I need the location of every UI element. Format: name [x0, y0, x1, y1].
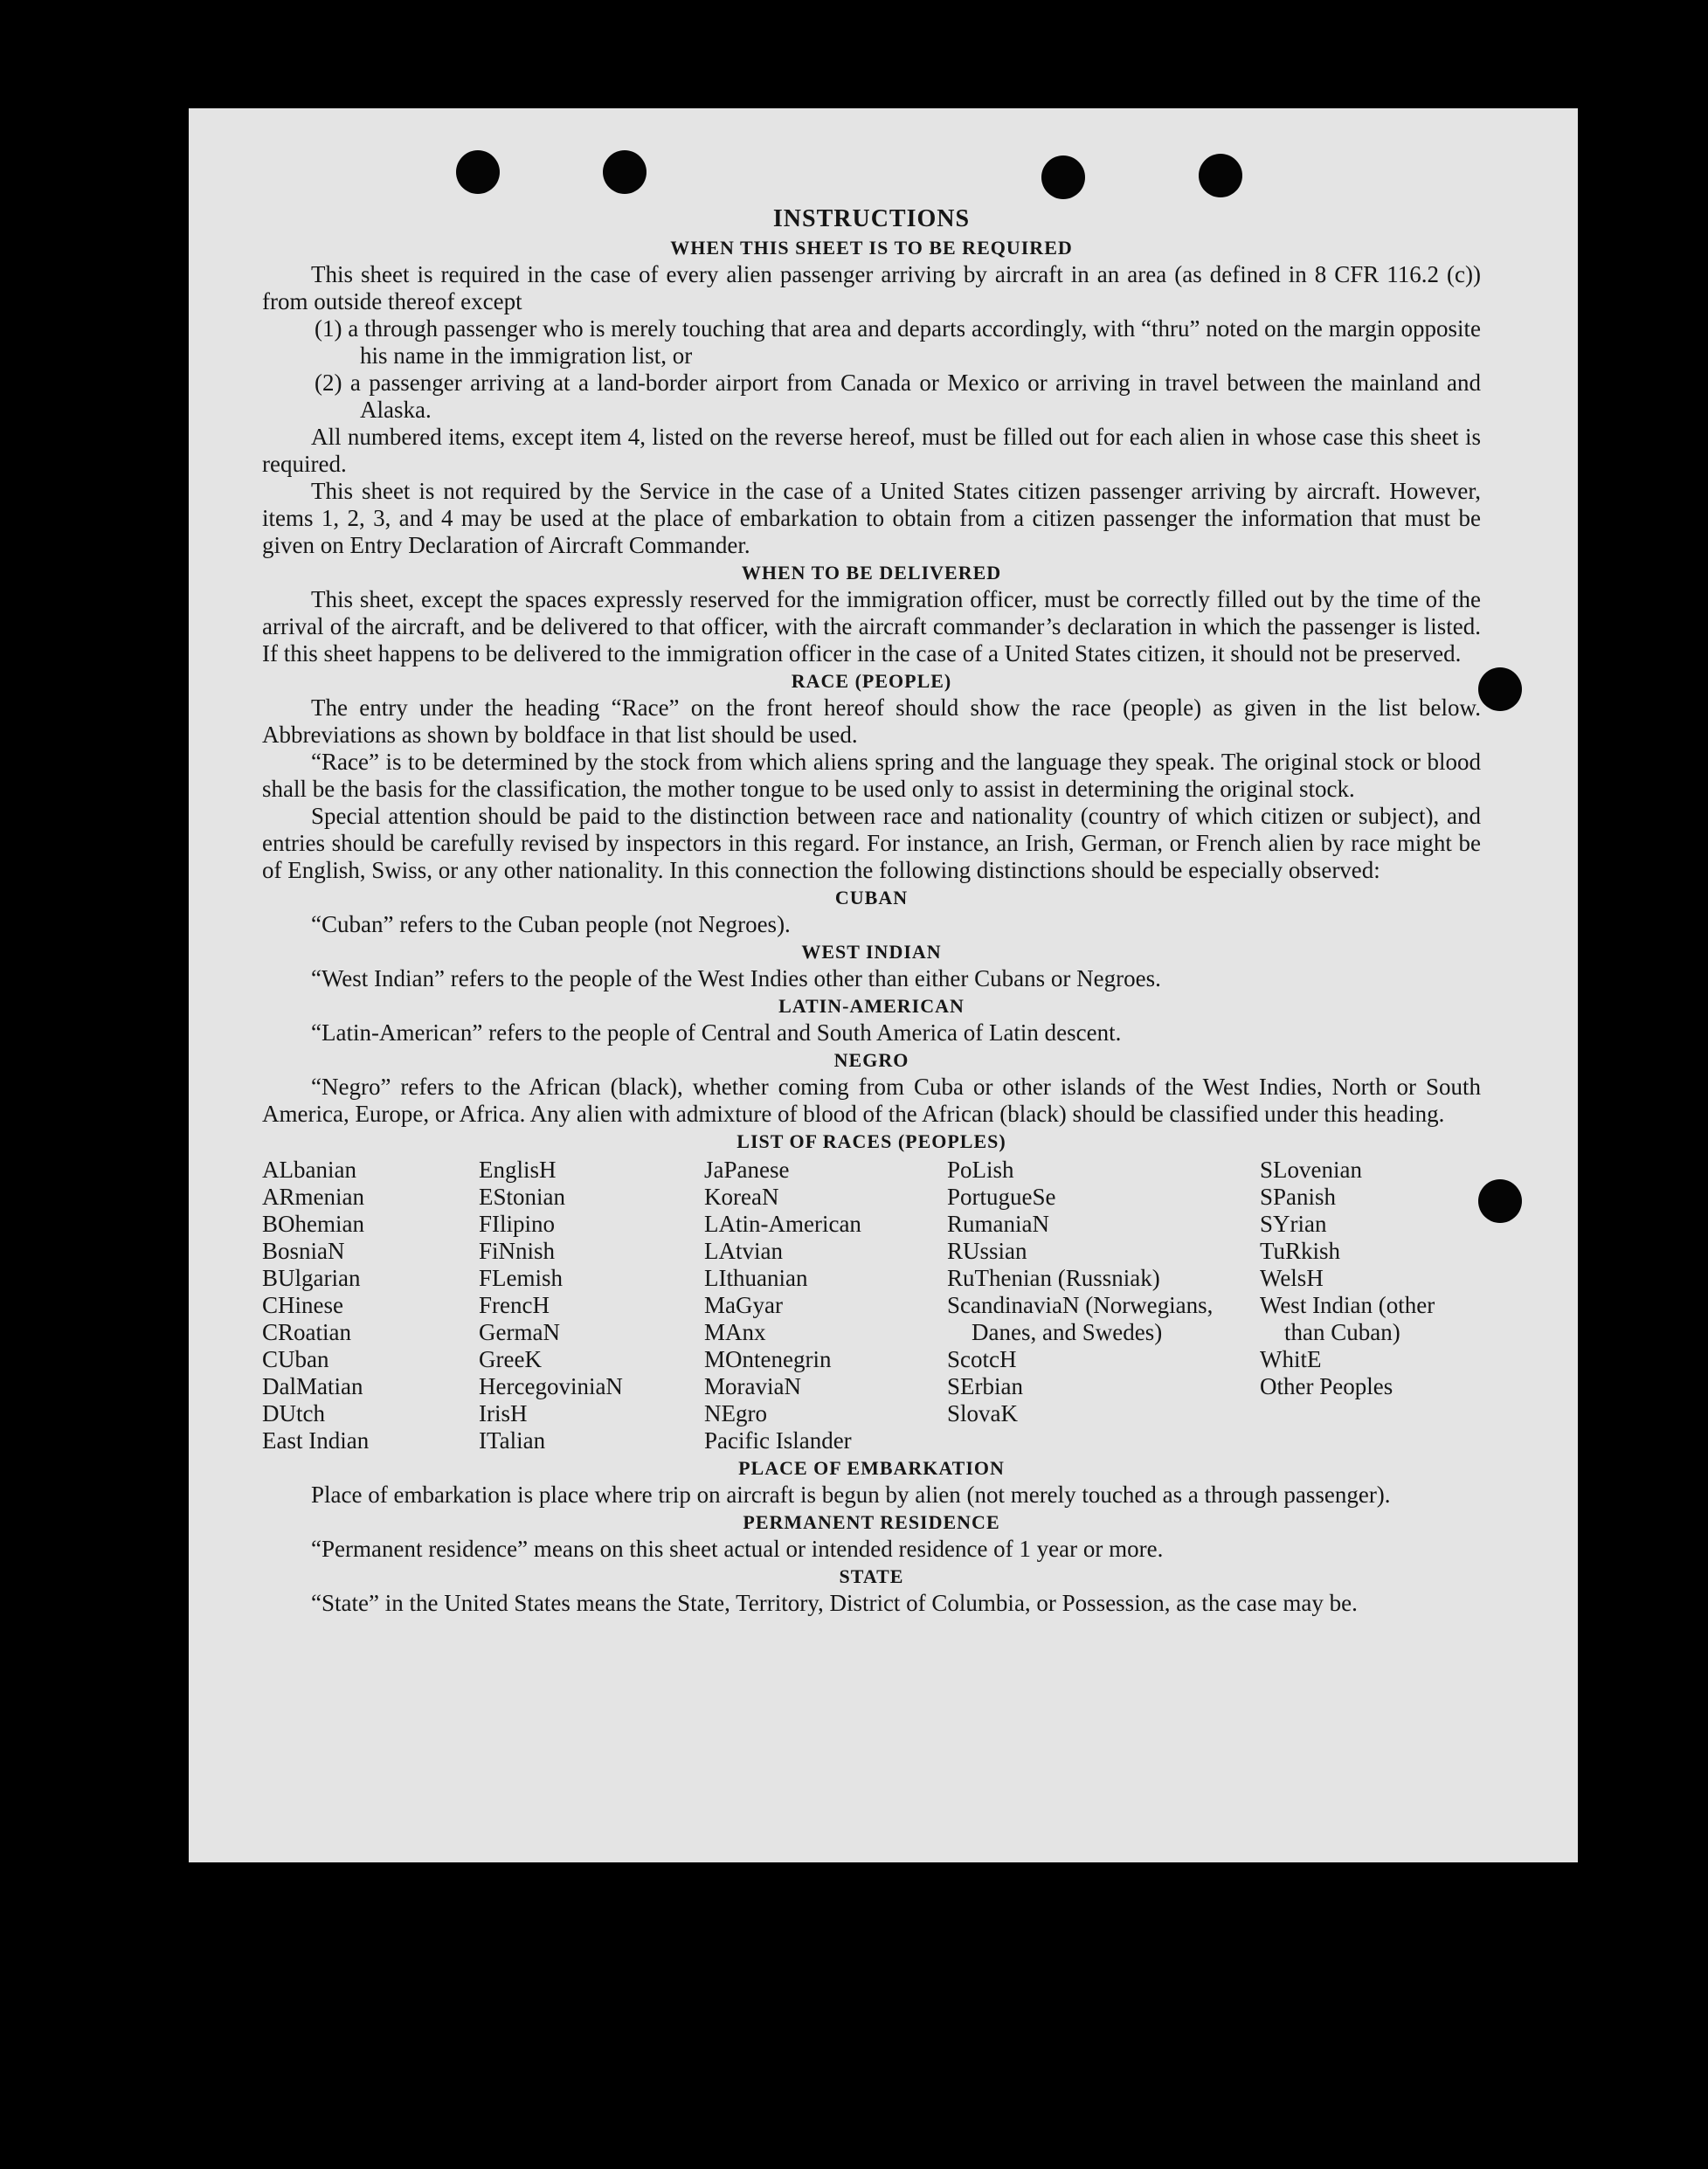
race-column: [704, 1157, 947, 1454]
race-item: Pacific Islander: [704, 1427, 852, 1454]
race-item: EnglisH: [479, 1157, 557, 1183]
section-heading: STATE: [839, 1565, 904, 1587]
paragraph: Place of embarkation is place where trip on aircraft is begun by alien (not merely touched as a through passenger).: [311, 1482, 1391, 1508]
race-item: BUlgarian: [262, 1265, 361, 1291]
race-item: SPanish: [1260, 1184, 1337, 1210]
race-item: CHinese: [262, 1292, 343, 1318]
race-column: [479, 1157, 704, 1454]
race-item: HercegoviniaN: [479, 1373, 623, 1399]
race-item: LIthuanian: [704, 1265, 808, 1291]
punch-hole: [1041, 155, 1085, 199]
race-item: Other Peoples: [1260, 1373, 1393, 1399]
race-list: [262, 1157, 1481, 1454]
race-item: CUban: [262, 1346, 329, 1372]
race-item: SLovenian: [1260, 1157, 1362, 1183]
paragraph: “State” in the United States means the State, Territory, District of Columbia, or Possession, as the case may be.: [311, 1590, 1358, 1616]
race-item: NEgro: [704, 1400, 767, 1426]
race-item: PortugueSe: [947, 1184, 1056, 1210]
instructions-body: [262, 204, 1481, 1617]
race-item: FIlipino: [479, 1211, 556, 1237]
punch-hole: [456, 150, 500, 194]
section-heading: WHEN TO BE DELIVERED: [741, 562, 1002, 584]
race-column: [947, 1157, 1260, 1454]
page-title: INSTRUCTIONS: [772, 205, 971, 232]
paragraph: The entry under the heading “Race” on the front hereof should show the race (people) as given in the list below. Abbreviations as shown by boldface in that list should be used.: [262, 694, 1481, 748]
race-item: ScandinaviaN (Norwegians, Danes, and Swedes): [947, 1292, 1214, 1345]
race-item: MoraviaN: [704, 1373, 801, 1399]
race-item: DalMatian: [262, 1373, 363, 1399]
race-item: EStonian: [479, 1184, 565, 1210]
race-item: West Indian (other than Cuban): [1260, 1292, 1435, 1345]
race-item: RUssian: [947, 1238, 1027, 1264]
race-item: MaGyar: [704, 1292, 783, 1318]
punch-hole: [1478, 667, 1522, 711]
section-heading: LATIN-AMERICAN: [778, 995, 965, 1017]
punch-hole: [603, 150, 647, 194]
punch-hole: [1478, 1179, 1522, 1223]
race-item: RuThenian (Russniak): [947, 1265, 1160, 1291]
race-item: IrisH: [479, 1400, 528, 1426]
race-item: JaPanese: [704, 1157, 790, 1183]
race-item: FrencH: [479, 1292, 550, 1318]
section-heading: PLACE OF EMBARKATION: [738, 1457, 1005, 1479]
section-heading: CUBAN: [834, 887, 909, 908]
paragraph: “Cuban” refers to the Cuban people (not Negroes).: [311, 911, 791, 937]
race-item: WelsH: [1260, 1265, 1324, 1291]
paragraph: This sheet is required in the case of every alien passenger arriving by aircraft in an area (as defined in 8 CFR 116.2 (c)) from outside thereof except: [262, 261, 1481, 314]
section-heading: WHEN THIS SHEET IS TO BE REQUIRED: [670, 237, 1073, 259]
paragraph: “Latin-American” refers to the people of Central and South America of Latin descent.: [311, 1019, 1122, 1046]
section-heading: WEST INDIAN: [801, 941, 942, 963]
race-item: SErbian: [947, 1373, 1023, 1399]
race-item: PoLish: [947, 1157, 1014, 1183]
race-item: KoreaN: [704, 1184, 779, 1210]
race-item: ScotcH: [947, 1346, 1017, 1372]
race-item: MAnx: [704, 1319, 766, 1345]
race-item: LAtvian: [704, 1238, 783, 1264]
section-heading: LIST OF RACES (PEOPLES): [736, 1130, 1006, 1152]
race-item: ALbanian: [262, 1157, 356, 1183]
race-item: SYrian: [1260, 1211, 1327, 1237]
paragraph: “Race” is to be determined by the stock from which aliens spring and the language they speak. The original stock or blood shall be the basis for the classification, the mother tongue to be used only to assist in determining the original stock.: [262, 749, 1481, 802]
race-item: ARmenian: [262, 1184, 364, 1210]
list-item: (2) a passenger arriving at a land-border airport from Canada or Mexico or arriving in travel between the mainland and Alaska.: [315, 370, 1481, 423]
race-item: WhitE: [1260, 1346, 1322, 1372]
paragraph: This sheet, except the spaces expressly reserved for the immigration officer, must be correctly filled out by the time of the arrival of the aircraft, and be delivered to that officer, with the aircraft commander’s declaration in which the passenger is listed. If this sheet happens to be delivered to the immigration officer in the case of a United States citizen, it should not be preserved.: [262, 586, 1481, 667]
paragraph: “West Indian” refers to the people of the West Indies other than either Cubans or Negroes.: [311, 965, 1161, 991]
paragraph: “Negro” refers to the African (black), whether coming from Cuba or other islands of the West Indies, North or South America, Europe, or Africa. Any alien with admixture of blood of the African (black) should be classified under this heading.: [262, 1074, 1481, 1127]
section-heading: RACE (PEOPLE): [791, 670, 952, 692]
race-item: FLemish: [479, 1265, 564, 1291]
race-item: RumaniaN: [947, 1211, 1049, 1237]
race-item: SlovaK: [947, 1400, 1018, 1426]
paragraph: “Permanent residence” means on this sheet actual or intended residence of 1 year or more.: [311, 1536, 1164, 1562]
race-item: BosniaN: [262, 1238, 345, 1264]
race-item: DUtch: [262, 1400, 325, 1426]
race-item: FiNnish: [479, 1238, 556, 1264]
race-item: CRoatian: [262, 1319, 351, 1345]
race-item: GreeK: [479, 1346, 542, 1372]
list-item: (1) a through passenger who is merely touching that area and departs accordingly, with “thru” noted on the margin opposite his name in the immigration list, or: [315, 315, 1481, 369]
race-item: TuRkish: [1260, 1238, 1341, 1264]
paragraph: All numbered items, except item 4, listed on the reverse hereof, must be filled out for each alien in whose case this sheet is required.: [262, 424, 1481, 477]
race-item: LAtin-American: [704, 1211, 861, 1237]
document-sheet: [189, 108, 1578, 1862]
race-item: GermaN: [479, 1319, 560, 1345]
race-item: BOhemian: [262, 1211, 364, 1237]
section-heading: PERMANENT RESIDENCE: [743, 1511, 1000, 1533]
race-column: [262, 1157, 479, 1454]
paragraph: Special attention should be paid to the distinction between race and nationality (country of which citizen or subject), and entries should be carefully revised by inspectors in this regard. For instance, an Irish, German, or French alien by race might be of English, Swiss, or any other nationality. In this connection the following distinctions should be especially observed:: [262, 803, 1481, 883]
race-item: ITalian: [479, 1427, 546, 1454]
race-item: MOntenegrin: [704, 1346, 832, 1372]
punch-hole: [1199, 154, 1242, 197]
race-column: [1260, 1157, 1478, 1454]
race-item: East Indian: [262, 1427, 370, 1454]
section-heading: NEGRO: [833, 1049, 909, 1071]
paragraph: This sheet is not required by the Service in the case of a United States citizen passenger arriving by aircraft. However, items 1, 2, 3, and 4 may be used at the place of embarkation to obtain from a citizen passenger the information that must be given on Entry Declaration of Aircraft Commander.: [262, 478, 1481, 558]
